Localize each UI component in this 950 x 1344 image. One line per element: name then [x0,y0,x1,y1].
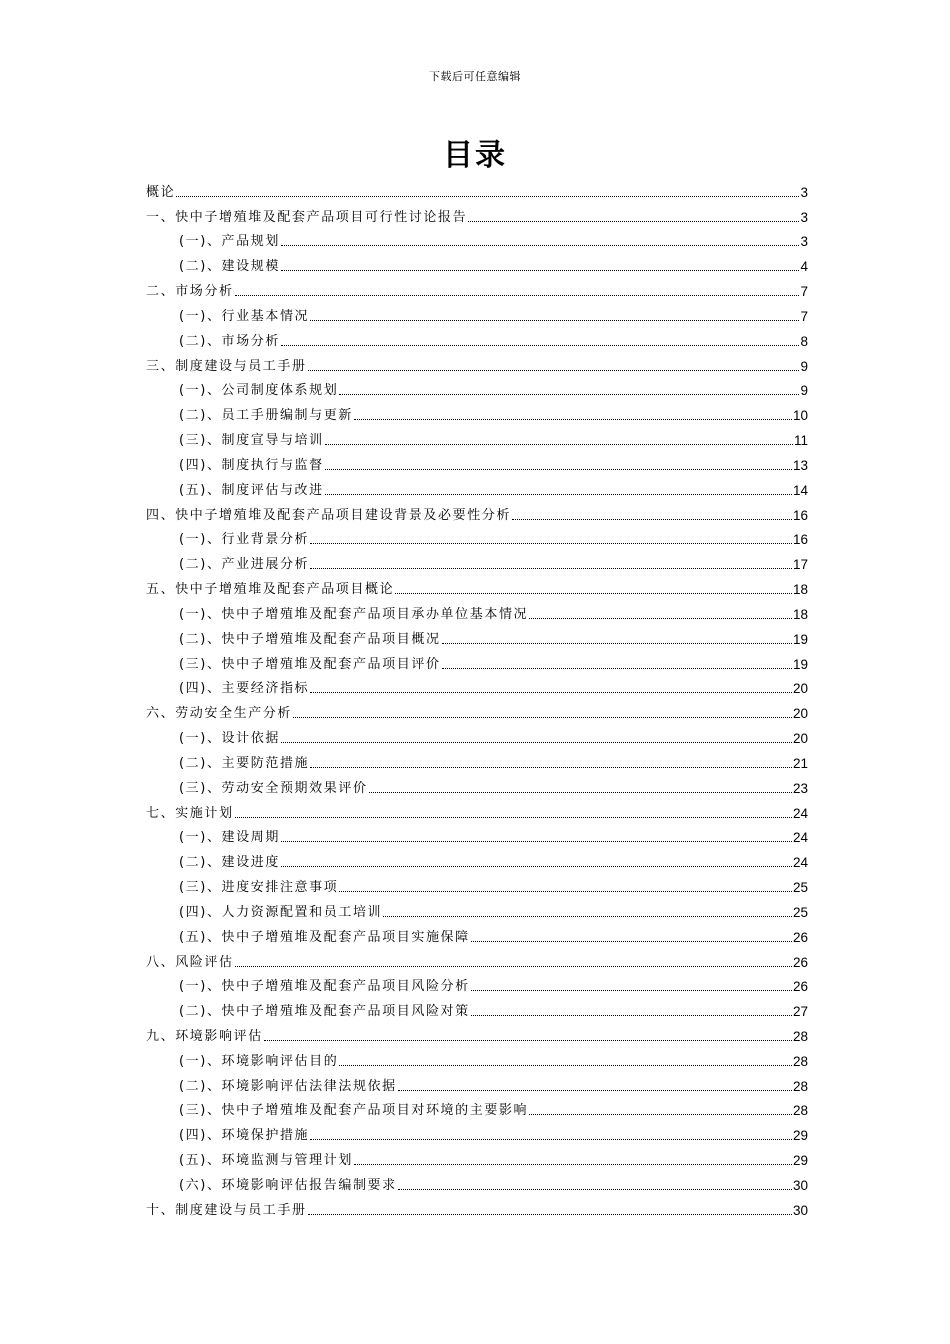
toc-entry-page: 20 [792,681,808,697]
toc-entry[interactable] [146,1194,808,1219]
toc-entry-page: 9 [800,358,808,374]
toc-entry[interactable] [146,846,808,871]
toc-entry-title: (二)、环境影响评估法律法规依据 [179,1078,397,1094]
toc-entry[interactable] [146,524,808,549]
toc-entry[interactable] [146,375,808,400]
toc-leader-dots [442,668,792,669]
toc-entry-title: 二、市场分析 [146,284,234,300]
toc-entry-page: 26 [792,954,808,970]
toc-leader-dots [529,1114,792,1115]
toc-entry-title: (六)、环境影响评估报告编制要求 [179,1177,397,1193]
toc-leader-dots [354,1164,792,1165]
toc-entry[interactable] [146,722,808,747]
toc-leader-dots [310,692,792,693]
toc-leader-dots [471,941,792,942]
toc-entry-page: 19 [792,631,808,647]
toc-entry[interactable] [146,176,808,201]
toc-leader-dots [281,245,800,246]
toc-entry-page: 24 [792,830,808,846]
toc-entry-title: 五、快中子增殖堆及配套产品项目概论 [146,582,395,598]
toc-entry-page: 7 [800,284,808,300]
toc-leader-dots [310,543,792,544]
toc-entry-title: (四)、制度执行与监督 [179,457,324,473]
toc-entry-title: (一)、环境影响评估目的 [179,1053,339,1069]
toc-leader-dots [264,1040,792,1041]
toc-entry-title: 八、风险评估 [146,954,234,970]
toc-entry-page: 21 [792,755,808,771]
toc-entry-title: (二)、建设进度 [179,855,280,871]
toc-entry-page: 14 [792,482,808,498]
toc-entry-title: (二)、主要防范措施 [179,755,310,771]
toc-entry-page: 28 [792,1103,808,1119]
toc-entry-title: (四)、主要经济指标 [179,681,310,697]
toc-entry-page: 18 [792,606,808,622]
page-title: 目录 [443,138,507,173]
toc-leader-dots [310,767,792,768]
toc-entry-title: (四)、环境保护措施 [179,1128,310,1144]
toc-entry-title: (一)、行业基本情况 [179,308,310,324]
toc-entry-title: (二)、员工手册编制与更新 [179,408,353,424]
toc-entry-title: (二)、快中子增殖堆及配套产品项目风险对策 [179,1004,470,1020]
toc-leader-dots [310,1139,792,1140]
toc-entry[interactable] [146,1070,808,1095]
toc-entry[interactable] [146,822,808,847]
toc-entry-title: (一)、产品规划 [179,234,280,250]
toc-entry-page: 7 [800,308,808,324]
toc-entry[interactable] [146,250,808,275]
toc-entry-page: 26 [792,929,808,945]
toc-entry-page: 3 [800,209,808,225]
toc-entry[interactable] [146,1045,808,1070]
toc-leader-dots [339,1065,792,1066]
toc-entry-page: 10 [792,408,808,424]
toc-leader-dots [398,1090,792,1091]
toc-entry[interactable] [146,1119,808,1144]
toc-entry-title: (三)、进度安排注意事项 [179,880,339,896]
toc-entry[interactable] [146,921,808,946]
toc-entry[interactable] [146,598,808,623]
toc-entry-page: 16 [792,532,808,548]
toc-entry-page: 24 [792,855,808,871]
toc-leader-dots [339,891,792,892]
toc-entry-title: (一)、快中子增殖堆及配套产品项目风险分析 [179,979,470,995]
toc-leader-dots [308,370,800,371]
toc-entry-title: (二)、产业进展分析 [179,557,310,573]
toc-entry-title: (五)、环境监测与管理计划 [179,1153,353,1169]
toc-entry[interactable] [146,995,808,1020]
toc-entry-title: 四、快中子增殖堆及配套产品项目建设背景及必要性分析 [146,507,512,523]
toc-leader-dots [281,345,800,346]
toc-entry-page: 28 [792,1053,808,1069]
toc-entry-title: 概论 [146,184,176,200]
toc-entry[interactable] [146,499,808,524]
toc-leader-dots [354,419,792,420]
toc-leader-dots [442,643,792,644]
toc-entry[interactable] [146,772,808,797]
toc-leader-dots [281,866,792,867]
toc-entry[interactable] [146,424,808,449]
toc-entry-page: 25 [792,880,808,896]
toc-leader-dots [308,1214,792,1215]
toc-entry-title: (一)、建设周期 [179,830,280,846]
toc-entry-title: (一)、快中子增殖堆及配套产品项目承办单位基本情况 [179,606,529,622]
toc-leader-dots [281,841,792,842]
toc-entry-title: (一)、公司制度体系规划 [179,383,339,399]
toc-entry-page: 16 [792,507,808,523]
toc-leader-dots [176,196,799,197]
toc-leader-dots [512,519,792,520]
toc-entry[interactable] [146,548,808,573]
toc-entry[interactable] [146,474,808,499]
toc-entry[interactable] [146,275,808,300]
toc-leader-dots [468,221,799,222]
toc-entry[interactable] [146,350,808,375]
toc-entry[interactable] [146,1095,808,1120]
toc-entry-page: 9 [800,383,808,399]
toc-entry-title: (一)、行业背景分析 [179,532,310,548]
toc-leader-dots [325,494,792,495]
toc-entry-page: 30 [792,1202,808,1218]
toc-entry-title: (三)、制度宣导与培训 [179,433,324,449]
toc-entry[interactable] [146,648,808,673]
toc-leader-dots [310,320,799,321]
toc-entry-page: 18 [792,582,808,598]
toc-entry-title: (三)、快中子增殖堆及配套产品项目评价 [179,656,441,672]
toc-entry[interactable] [146,399,808,424]
toc-entry-title: 三、制度建设与员工手册 [146,358,307,374]
toc-entry[interactable] [146,673,808,698]
toc-leader-dots [281,742,792,743]
toc-entry-page: 3 [800,234,808,250]
toc-entry-page: 3 [800,184,808,200]
toc-entry-page: 28 [792,1078,808,1094]
toc-entry-title: (二)、市场分析 [179,333,280,349]
toc-entry[interactable] [146,573,808,598]
toc-leader-dots [383,916,792,917]
toc-entry-page: 26 [792,979,808,995]
toc-leader-dots [529,618,792,619]
toc-entry[interactable] [146,623,808,648]
toc-entry-page: 29 [792,1128,808,1144]
toc-entry[interactable] [146,1144,808,1169]
toc-entry-page: 20 [792,706,808,722]
toc-leader-dots [310,568,792,569]
toc-entry[interactable] [146,226,808,251]
toc-entry-page: 19 [792,656,808,672]
toc-leader-dots [235,817,792,818]
toc-entry-title: (三)、快中子增殖堆及配套产品项目对环境的主要影响 [179,1103,529,1119]
toc-entry-title: (二)、快中子增殖堆及配套产品项目概况 [179,631,441,647]
toc-entry-page: 28 [792,1028,808,1044]
toc-entry-title: (二)、建设规模 [179,259,280,275]
toc-entry-page: 13 [792,457,808,473]
toc-entry[interactable] [146,201,808,226]
toc-entry-page: 23 [792,780,808,796]
toc-entry-page: 11 [793,433,808,449]
toc-entry[interactable] [146,325,808,350]
toc-entry[interactable] [146,300,808,325]
toc-entry-page: 20 [792,731,808,747]
toc-entry[interactable] [146,971,808,996]
toc-entry[interactable] [146,449,808,474]
toc-entry-title: 一、快中子增殖堆及配套产品项目可行性讨论报告 [146,209,468,225]
toc-leader-dots [398,1189,792,1190]
toc-leader-dots [325,444,793,445]
toc-entry[interactable] [146,697,808,722]
toc-entry-page: 27 [792,1004,808,1020]
toc-leader-dots [281,270,800,271]
table-of-contents [146,176,808,1219]
toc-entry-title: (五)、制度评估与改进 [179,482,324,498]
toc-entry-title: (三)、劳动安全预期效果评价 [179,780,368,796]
toc-entry-title: (五)、快中子增殖堆及配套产品项目实施保障 [179,929,470,945]
toc-entry-title: 十、制度建设与员工手册 [146,1202,307,1218]
toc-leader-dots [235,295,800,296]
toc-leader-dots [369,792,792,793]
toc-entry-title: 六、劳动安全生产分析 [146,706,293,722]
toc-leader-dots [395,593,792,594]
toc-entry-page: 24 [792,805,808,821]
toc-entry-page: 4 [800,259,808,275]
toc-entry[interactable] [146,1169,808,1194]
toc-entry-title: (四)、人力资源配置和员工培训 [179,904,383,920]
toc-entry[interactable] [146,747,808,772]
toc-entry[interactable] [146,896,808,921]
toc-entry-page: 17 [792,557,808,573]
toc-entry-page: 30 [792,1177,808,1193]
toc-entry[interactable] [146,871,808,896]
toc-entry[interactable] [146,797,808,822]
toc-entry-title: 九、环境影响评估 [146,1028,263,1044]
toc-entry[interactable] [146,946,808,971]
toc-entry-page: 29 [792,1153,808,1169]
toc-leader-dots [339,394,799,395]
toc-leader-dots [293,717,792,718]
toc-entry-page: 8 [800,333,808,349]
toc-leader-dots [325,469,792,470]
toc-leader-dots [235,966,792,967]
toc-entry-page: 25 [792,904,808,920]
toc-entry-title: (一)、设计依据 [179,731,280,747]
header-note: 下载后可任意编辑 [429,70,521,83]
toc-leader-dots [471,990,792,991]
toc-leader-dots [471,1015,792,1016]
toc-entry[interactable] [146,1020,808,1045]
toc-entry-title: 七、实施计划 [146,805,234,821]
